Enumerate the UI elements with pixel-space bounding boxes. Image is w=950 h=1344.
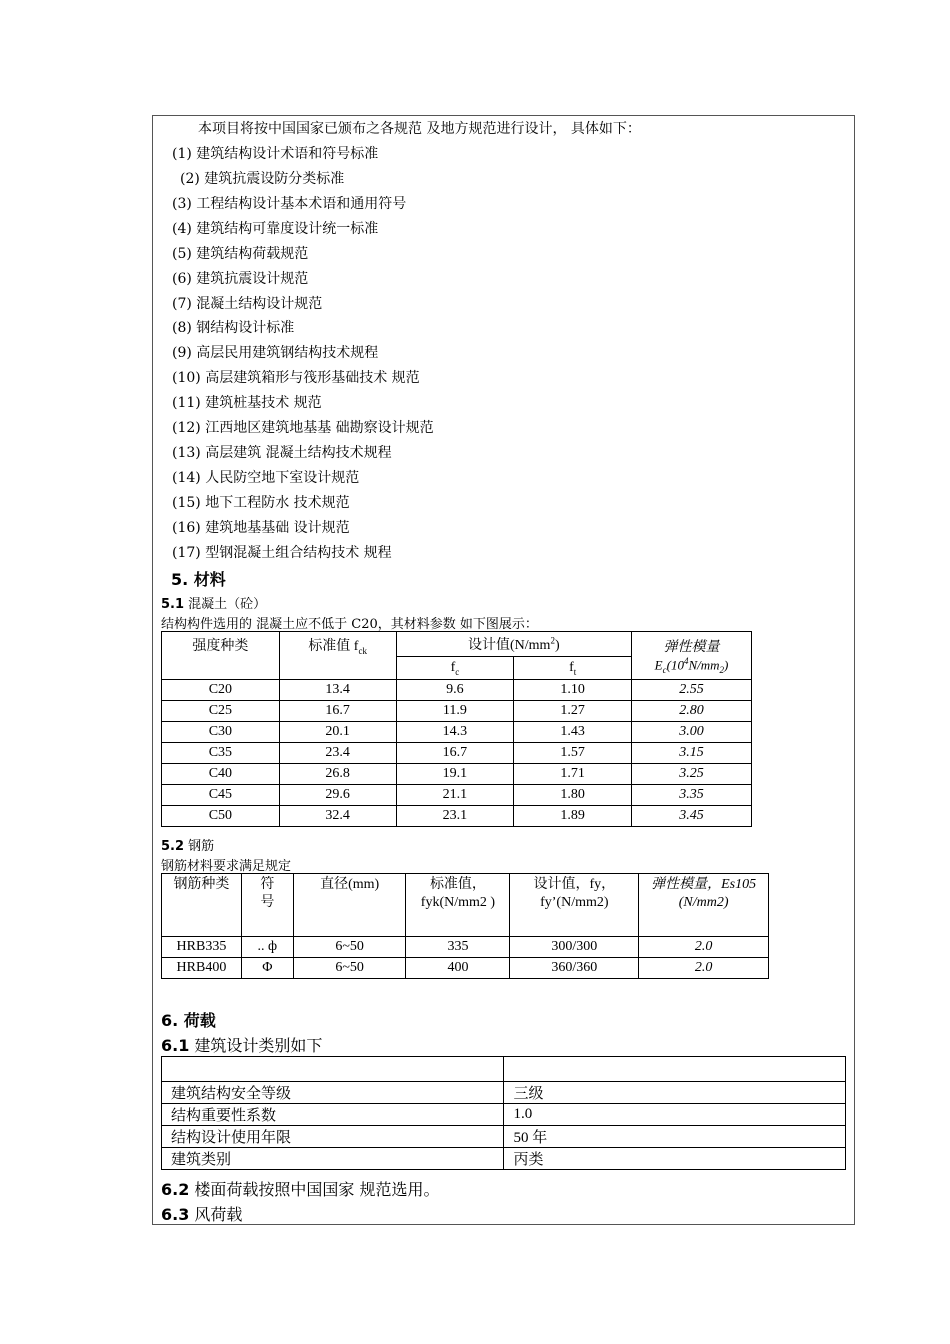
table-row: C20 13.4 9.6 1.10 2.55 bbox=[162, 680, 752, 701]
table-row: C25 16.7 11.9 1.27 2.80 bbox=[162, 701, 752, 722]
subsection-title: 风荷载 bbox=[189, 1205, 243, 1224]
subsection-title: 混凝土（砼） bbox=[184, 597, 267, 612]
list-item: (2) 建筑抗震设防分类标准 bbox=[180, 171, 345, 187]
subsection-title: 建筑设计类别如下 bbox=[189, 1036, 323, 1055]
col-header-type: 钢筋种类 bbox=[162, 874, 242, 937]
subsection-number: 6.3 bbox=[161, 1205, 190, 1224]
steel-table bbox=[161, 873, 769, 979]
list-item: (8) 钢结构设计标准 bbox=[172, 320, 295, 336]
col-header-diameter: 直径(mm) bbox=[293, 874, 406, 937]
list-item: (1) 建筑结构设计术语和符号标准 bbox=[172, 146, 379, 162]
table-row: 结构重要性系数 1.0 bbox=[162, 1104, 846, 1126]
col-header-design: 设计值，fy，fy’(N/mm2) bbox=[510, 874, 639, 937]
list-item: (5) 建筑结构荷载规范 bbox=[172, 246, 309, 262]
col-header-grade: 强度种类 bbox=[162, 632, 280, 680]
col-header-design: 设计值$(N/mm^2)$ bbox=[396, 632, 632, 657]
subsection-number: 5.1 bbox=[161, 597, 185, 612]
list-item: (6) 建筑抗震设计规范 bbox=[172, 271, 309, 287]
list-item: (13) 高层建筑 混凝土结构技术规程 bbox=[172, 445, 392, 461]
list-item: (14) 人民防空地下室设计规范 bbox=[172, 470, 360, 486]
empty-cell bbox=[162, 1057, 504, 1082]
list-item: (17) 型钢混凝土组合结构技术 规程 bbox=[172, 545, 392, 561]
empty-cell bbox=[504, 1057, 846, 1082]
subsection-6-3-heading bbox=[161, 1202, 242, 1225]
subsection-title: 钢筋 bbox=[184, 839, 215, 854]
col-header-fc: $f_c$ bbox=[396, 657, 514, 680]
subsection-number: 6.2 bbox=[161, 1180, 190, 1199]
list-item: (10) 高层建筑箱形与筏形基础技术 规范 bbox=[172, 370, 420, 386]
list-item: (11) 建筑桩基技术 规范 bbox=[172, 395, 322, 411]
list-item: (16) 建筑地基基础 设计规范 bbox=[172, 520, 350, 536]
steel-note: 钢筋材料要求满足规定 bbox=[161, 859, 292, 874]
col-header-standard: 标准值 $f_{ck}$ bbox=[279, 632, 396, 680]
list-item: (4) 建筑结构可靠度设计统一标准 bbox=[172, 221, 379, 237]
list-item: (7) 混凝土结构设计规范 bbox=[172, 296, 323, 312]
table-row: C45 29.6 21.1 1.80 3.35 bbox=[162, 785, 752, 806]
list-item: (12) 江西地区建筑地基基 础勘察设计规范 bbox=[172, 420, 434, 436]
col-header-modulus: 弹性模量，Es105 (N/mm2) bbox=[639, 874, 769, 937]
subsection-number: 5.2 bbox=[161, 839, 185, 854]
table-row: C35 23.4 16.7 1.57 3.15 bbox=[162, 743, 752, 764]
table-row: HRB335 .. ф 6~50 335 300/300 2.0 bbox=[162, 937, 769, 958]
section-5-heading: 5. 材料 bbox=[171, 570, 226, 589]
col-header-modulus: 弹性模量 $E_c(10^4N/mm_2)$ bbox=[632, 632, 752, 680]
subsection-6-2-heading bbox=[161, 1177, 440, 1200]
table-row: 建筑结构安全等级 三级 bbox=[162, 1082, 846, 1104]
table-row: C40 26.8 19.1 1.71 3.25 bbox=[162, 764, 752, 785]
section-6-heading: 6. 荷载 bbox=[161, 1011, 216, 1030]
concrete-table bbox=[161, 631, 752, 827]
list-item: (3) 工程结构设计基本术语和通用符号 bbox=[172, 196, 407, 212]
subsection-5-1-heading bbox=[161, 593, 266, 612]
list-item: (15) 地下工程防水 技术规范 bbox=[172, 495, 350, 511]
col-header-ft: $f_t$ bbox=[514, 657, 632, 680]
subsection-number: 6.1 bbox=[161, 1036, 190, 1055]
subsection-5-2-heading bbox=[161, 835, 214, 854]
concrete-note: 结构构件选用的 混凝土应不低于 C20，其材料参数 如下图展示： bbox=[161, 617, 538, 632]
col-header-symbol: 符号 bbox=[241, 874, 293, 937]
building-category-table bbox=[161, 1056, 846, 1170]
table-row: 结构设计使用年限 50 年 bbox=[162, 1126, 846, 1148]
table-row: C30 20.1 14.3 1.43 3.00 bbox=[162, 722, 752, 743]
subsection-title: 楼面荷载按照中国国家 规范选用。 bbox=[189, 1180, 440, 1199]
table-row: C50 32.4 23.1 1.89 3.45 bbox=[162, 806, 752, 827]
intro-paragraph: 本项目将按中国国家已颁布之各规范 及地方规范进行设计， 具体如下： bbox=[198, 121, 641, 137]
list-item: (9) 高层民用建筑钢结构技术规程 bbox=[172, 345, 379, 361]
subsection-6-1-heading bbox=[161, 1033, 322, 1056]
col-header-standard: 标准值，fyk(N/mm2 ) bbox=[406, 874, 510, 937]
table-row: 建筑类别 丙类 bbox=[162, 1148, 846, 1170]
table-row: HRB400 Φ 6~50 400 360/360 2.0 bbox=[162, 958, 769, 979]
